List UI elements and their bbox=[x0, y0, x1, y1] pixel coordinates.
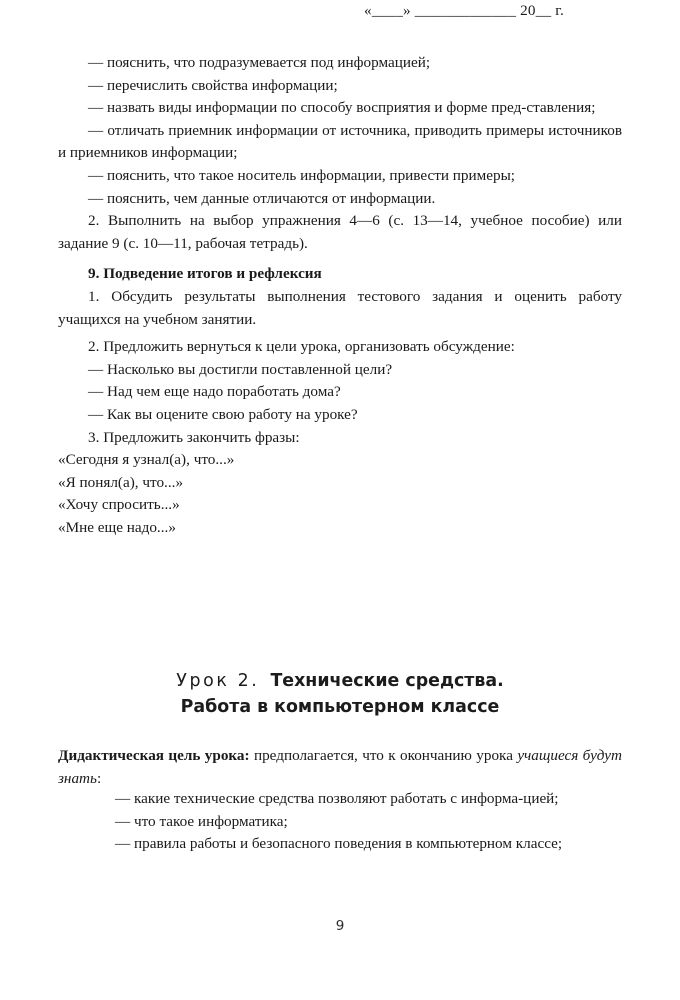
date-signature-line bbox=[0, 0, 564, 23]
reflection-question: — Как вы оцените свою работу на уроке? bbox=[88, 405, 358, 423]
lesson-number-label: Урок 2. bbox=[176, 671, 260, 691]
didactic-goal-paragraph bbox=[58, 745, 622, 790]
objective-item: — пояснить, что подразумевается под информацией; bbox=[88, 54, 431, 71]
lesson-title-block bbox=[58, 668, 622, 720]
reflection-phrase: «Мне еще надо...» bbox=[58, 518, 176, 536]
summary-item-1: 1. Обсудить результаты выполнения тестового задания и оценить работу учащихся на учебном занятии. bbox=[58, 287, 622, 328]
didactic-goal-list bbox=[115, 788, 622, 856]
didactic-goal-emphasis: учащиеся будут знать bbox=[58, 747, 622, 787]
objectives-block bbox=[58, 52, 622, 539]
task-2-paragraph: 2. Выполнить на выбор упражнения 4—6 (с. 13—14, учебное пособие) или задание 9 (с. 10—11, рабочая тетрадь). bbox=[58, 212, 622, 252]
reflection-question: — Над чем еще надо поработать дома? bbox=[88, 383, 341, 401]
lesson-title-line-2: Работа в компьютерном классе bbox=[180, 697, 500, 717]
page-number: 9 bbox=[335, 918, 345, 934]
objective-item: — перечислить свойства информации; bbox=[88, 76, 338, 94]
objective-item: — пояснить, чем данные отличаются от информации. bbox=[88, 189, 436, 207]
didactic-goal-lead: предполагается, что к окончанию урока bbox=[249, 747, 518, 764]
reflection-question: — Насколько вы достигли поставленной цели? bbox=[88, 360, 393, 378]
didactic-goal-block bbox=[58, 745, 622, 790]
summary-item-2: 2. Предложить вернуться к цели урока, организовать обсуждение: bbox=[88, 338, 515, 356]
goal-list-item: — что такое информатика; bbox=[115, 812, 288, 830]
reflection-phrase: «Сегодня я узнал(а), что...» bbox=[58, 451, 235, 469]
reflection-phrase: «Хочу спросить...» bbox=[58, 496, 180, 514]
objective-item: — отличать приемник информации от источника, приводить примеры источников и приемников информации; bbox=[58, 121, 622, 162]
goal-list-item: — правила работы и безопасного поведения в компьютерном классе; bbox=[115, 835, 563, 853]
didactic-goal-label: Дидактическая цель урока: bbox=[58, 747, 250, 764]
goal-list-item: — какие технические средства позволяют работать с информа-цией; bbox=[115, 790, 559, 807]
objective-item: — назвать виды информации по способу восприятия и форме пред-ставления; bbox=[88, 99, 596, 117]
lesson-title-main: Технические средства. bbox=[270, 671, 504, 691]
lesson-title-line-1 bbox=[58, 668, 622, 694]
section-heading-9: 9. Подведение итогов и рефлексия bbox=[88, 265, 322, 283]
didactic-goal-colon: : bbox=[96, 769, 102, 787]
date-line-text: «____» _____________ 20__ г. bbox=[364, 2, 564, 19]
objective-item: — пояснить, что такое носитель информации, привести примеры; bbox=[88, 166, 516, 184]
reflection-phrase: «Я понял(а), что...» bbox=[58, 473, 184, 491]
summary-item-3: 3. Предложить закончить фразы: bbox=[88, 428, 300, 446]
